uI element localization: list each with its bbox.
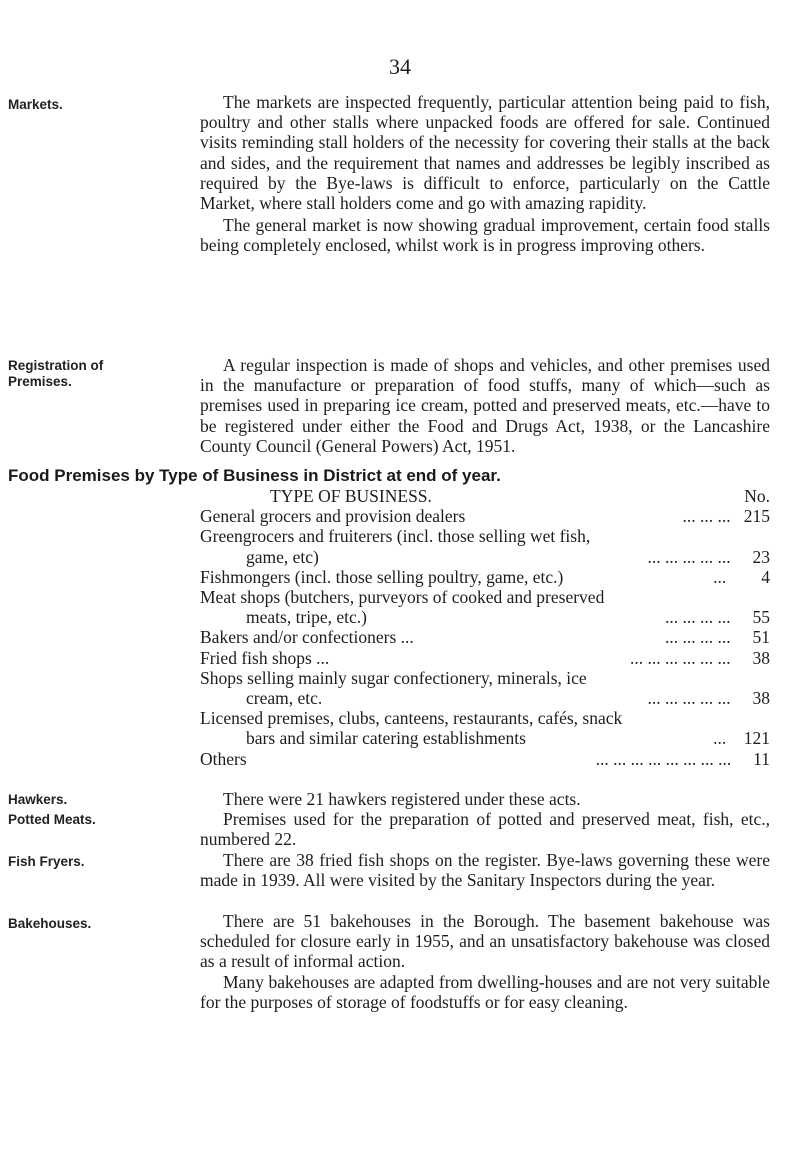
fish-fryers-paragraph: There are 38 fried fish shops on the register. Bye-laws governing these were made in 1939. All were visited by the Sanitary Inspectors during the year. xyxy=(200,850,770,891)
column-no-header: No. xyxy=(744,486,770,506)
table-row: Bakers and/or confectioners ... ... ... ... ... 51 xyxy=(200,627,770,648)
registration-section xyxy=(200,355,770,456)
bakehouses-paragraph-2: Many bakehouses are adapted from dwelling-houses and are not very suitable for the purposes of storage of foodstuffs or for easy cleaning. xyxy=(200,971,770,1012)
table-row: Meat shops (butchers, purveyors of cooked and preserved meats, tripe, etc.) ... ... ... ... 55 xyxy=(200,587,770,628)
hawkers-paragraph: There were 21 hawkers registered under these acts. xyxy=(223,789,581,809)
table-row: Fried fish shops ... ... ... ... ... ... ... 38 xyxy=(200,647,770,668)
table-row: Fishmongers (incl. those selling poultry, game, etc.) ... 4 xyxy=(200,566,770,587)
page-number: 34 xyxy=(389,54,411,79)
table-row: Others ... ... ... ... ... ... ... ... 11 xyxy=(200,748,770,769)
margin-note-bakehouses: Bakehouses. xyxy=(8,916,92,931)
margin-note-registration: Registration of Premises. xyxy=(8,358,104,389)
table-row: Licensed premises, clubs, canteens, restaurants, cafés, snack bars and similar catering establishments ... 121 xyxy=(200,708,770,749)
margin-note-hawkers: Hawkers. xyxy=(8,792,68,807)
bakehouses-section xyxy=(200,911,770,1012)
potted-meats-paragraph: Premises used for the preparation of potted and preserved meat, fish, etc., numbered 22. xyxy=(200,809,770,850)
bakehouses-paragraph-1: There are 51 bakehouses in the Borough. The basement bakehouse was scheduled for closure early in 1955, and an unsatisfactory bakehouse was closed as a result of informal action. xyxy=(200,911,770,972)
table-row: General grocers and provision dealers ... ... ... 215 xyxy=(200,506,770,527)
margin-note-fish-fryers: Fish Fryers. xyxy=(8,854,85,869)
food-premises-heading: Food Premises by Type of Business in District at end of year. xyxy=(8,466,501,485)
food-premises-table xyxy=(200,486,770,769)
column-type-header: TYPE OF BUSINESS. xyxy=(270,486,432,506)
table-header xyxy=(200,486,770,506)
markets-section xyxy=(200,92,770,256)
markets-paragraph-1: The markets are inspected frequently, particular attention being paid to fish, poultry and other stalls where unpacked foods are offered for sale. Continued visits reminding stall holders of the necessity for covering their stalls at the back and sides, and the requirement that names and addresses be legibly inscribed as required by the Bye-laws is difficult to enforce, particularly on the Cattle Market, where stall holders come and go with amazing rapidity. xyxy=(200,92,770,214)
margin-note-potted-meats: Potted Meats. xyxy=(8,812,96,827)
markets-paragraph-2: The general market is now showing gradual improvement, certain food stalls being completely enclosed, whilst work is in progress improving others. xyxy=(200,215,770,256)
registration-paragraph: A regular inspection is made of shops and vehicles, and other premises used in the manufacture or preparation of food stuffs, many of which—such as premises used in preparing ice cream, potted and preserved meats, etc.—have to be registered under either the Food and Drugs Act, 1938, or the Lancashire County Council (General Powers) Act, 1951. xyxy=(200,355,770,456)
table-row: Shops selling mainly sugar confectionery, minerals, ice cream, etc. ... ... ... ... ... 38 xyxy=(200,667,770,709)
table-row: Greengrocers and fruiterers (incl. those selling wet fish, game, etc) ... ... ... ... ... 23 xyxy=(200,526,770,567)
margin-note-markets: Markets. xyxy=(8,97,63,112)
